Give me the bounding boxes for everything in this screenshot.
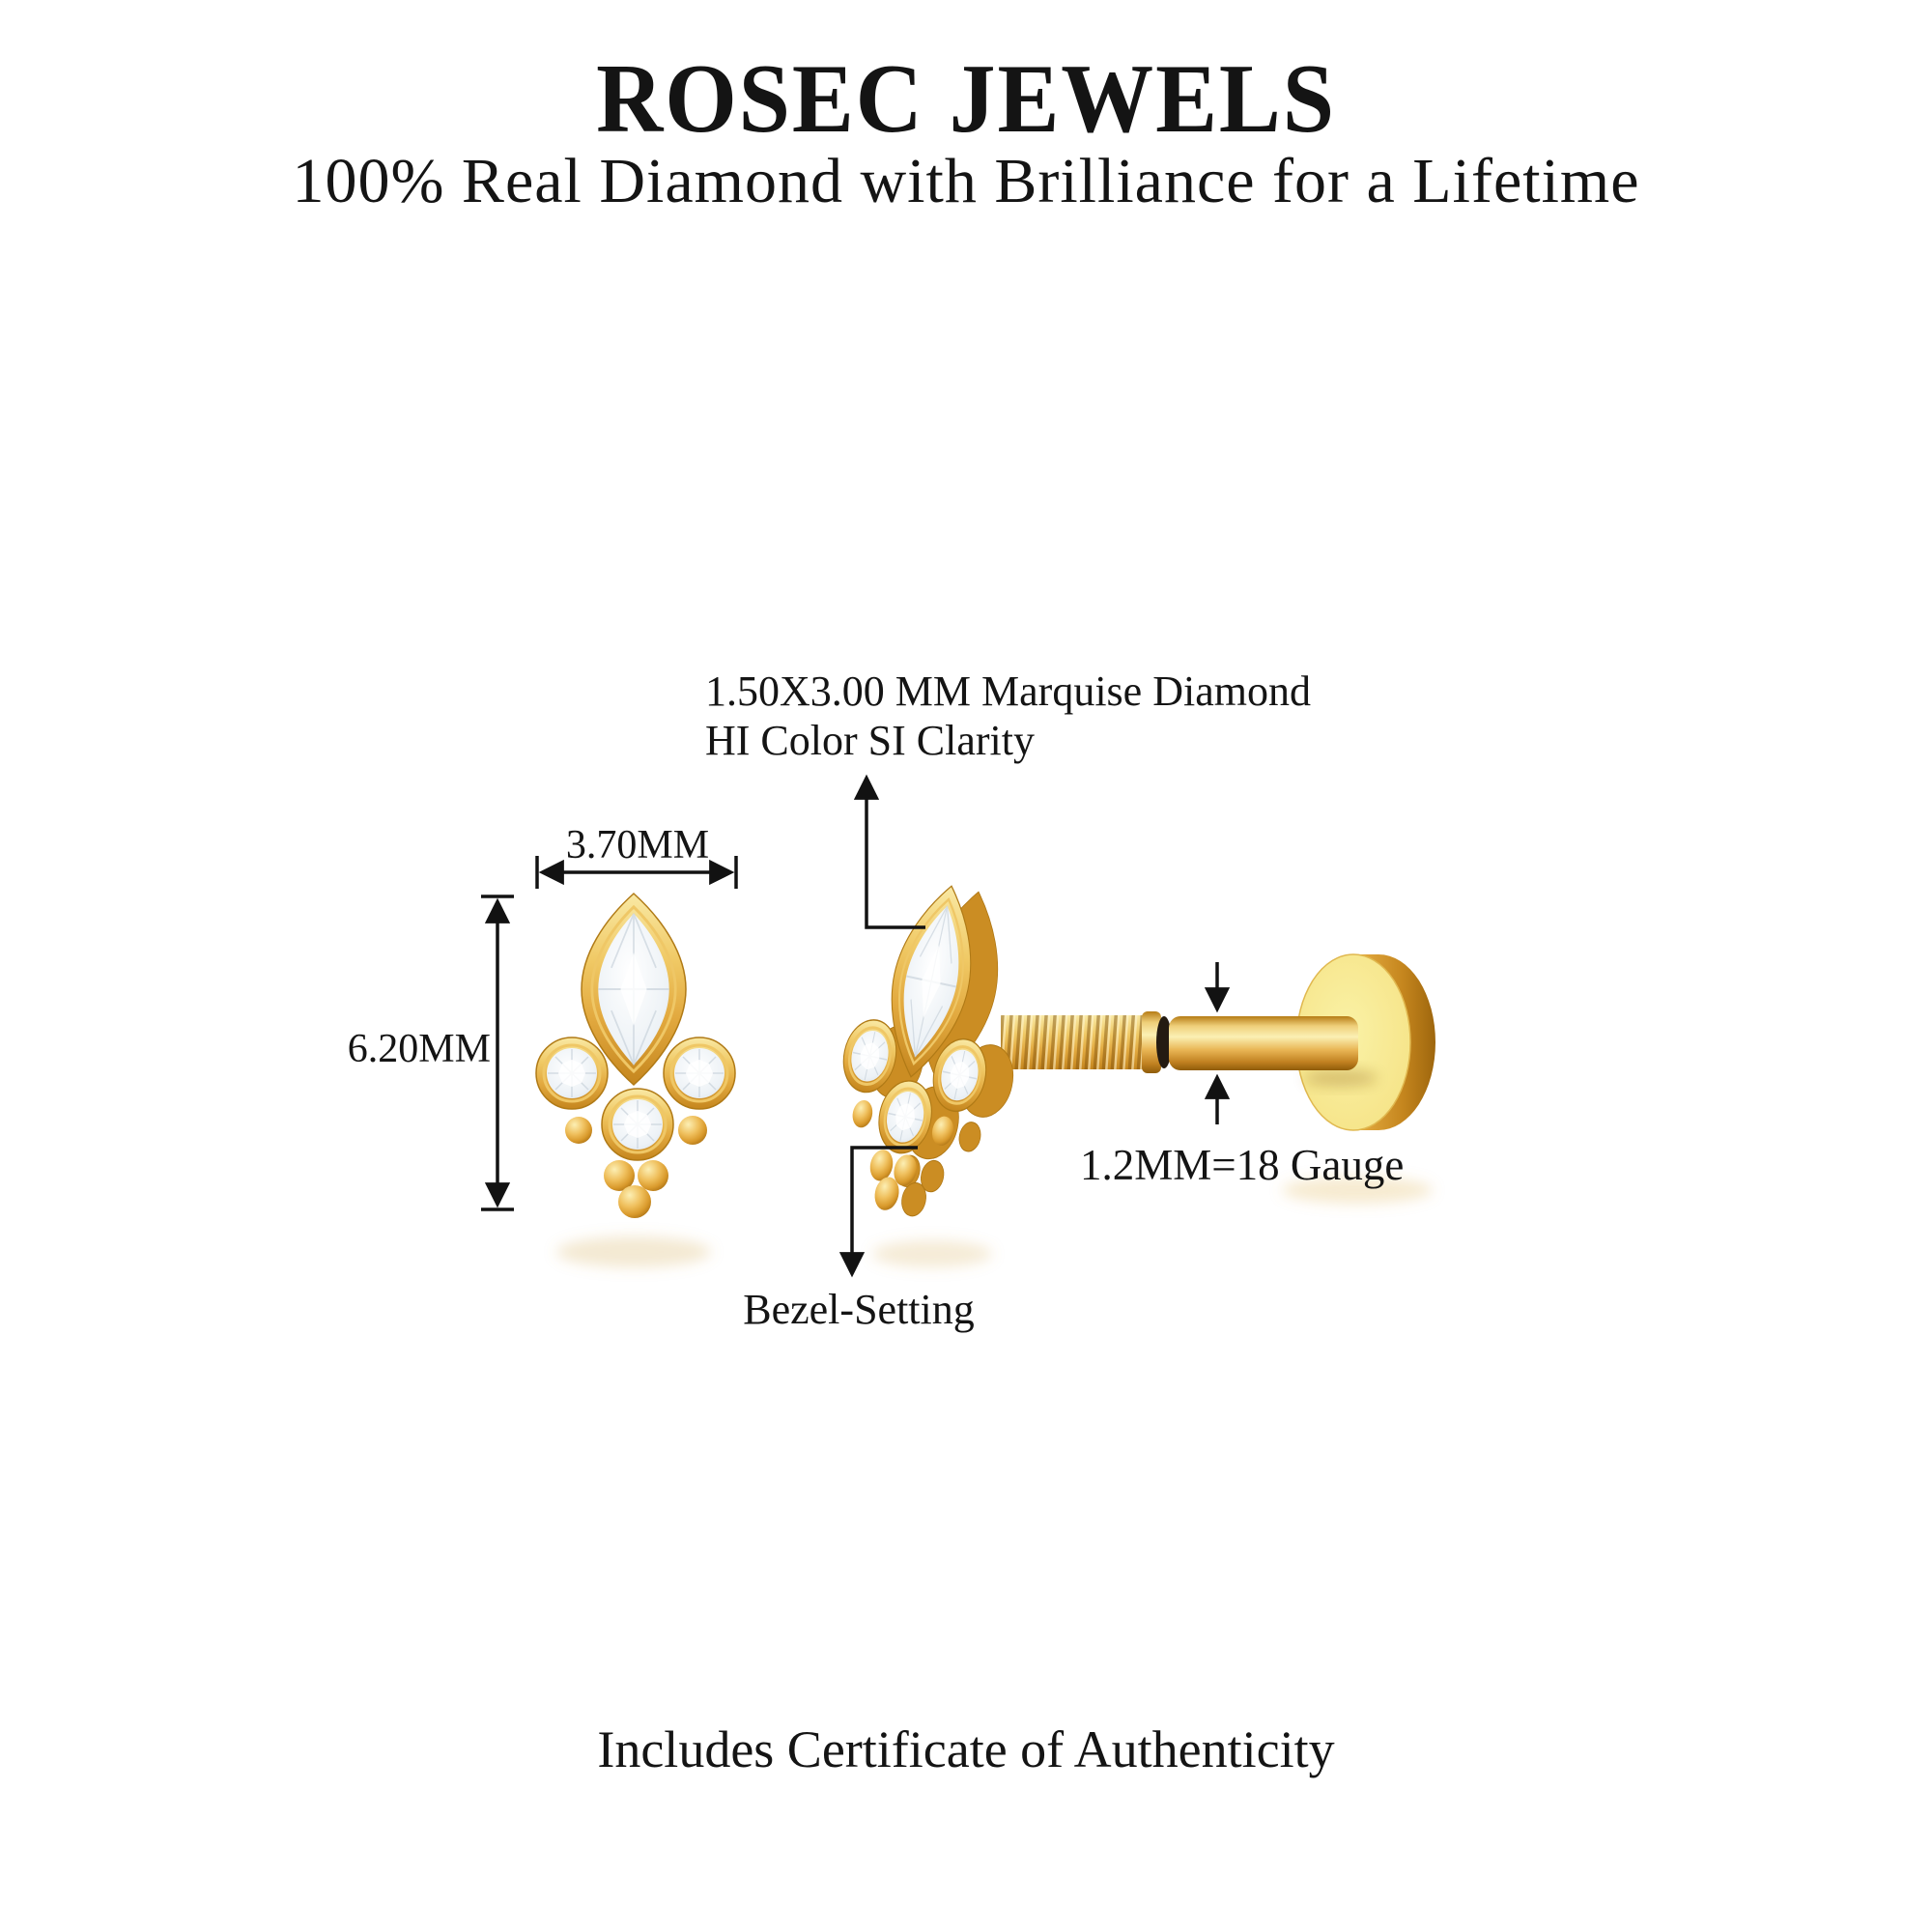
barrel-shadow — [1304, 1069, 1378, 1087]
reflections — [556, 1177, 1433, 1267]
stone-annotation-leader — [867, 779, 925, 927]
front-view-earring — [536, 894, 735, 1218]
screw-thread — [1001, 1015, 1148, 1069]
gauge-label: 1.2MM=18 Gauge — [1080, 1141, 1405, 1189]
bezel-setting-label: Bezel-Setting — [743, 1286, 975, 1333]
stone-annotation-line2: HI Color SI Clarity — [705, 717, 1035, 764]
post-barrel — [1169, 1016, 1358, 1070]
certificate-note: Includes Certificate of Authenticity — [597, 1720, 1335, 1778]
stone-annotation — [705, 667, 1311, 765]
height-dimension-label: 6.20MM — [347, 1027, 491, 1071]
width-dimension-label: 3.70MM — [565, 823, 710, 867]
brand-tagline: 100% Real Diamond with Brilliance for a Lifetime — [292, 146, 1640, 216]
stone-annotation-line1: 1.50X3.00 MM Marquise Diamond — [705, 668, 1311, 715]
brand-title: ROSEC JEWELS — [596, 44, 1336, 154]
